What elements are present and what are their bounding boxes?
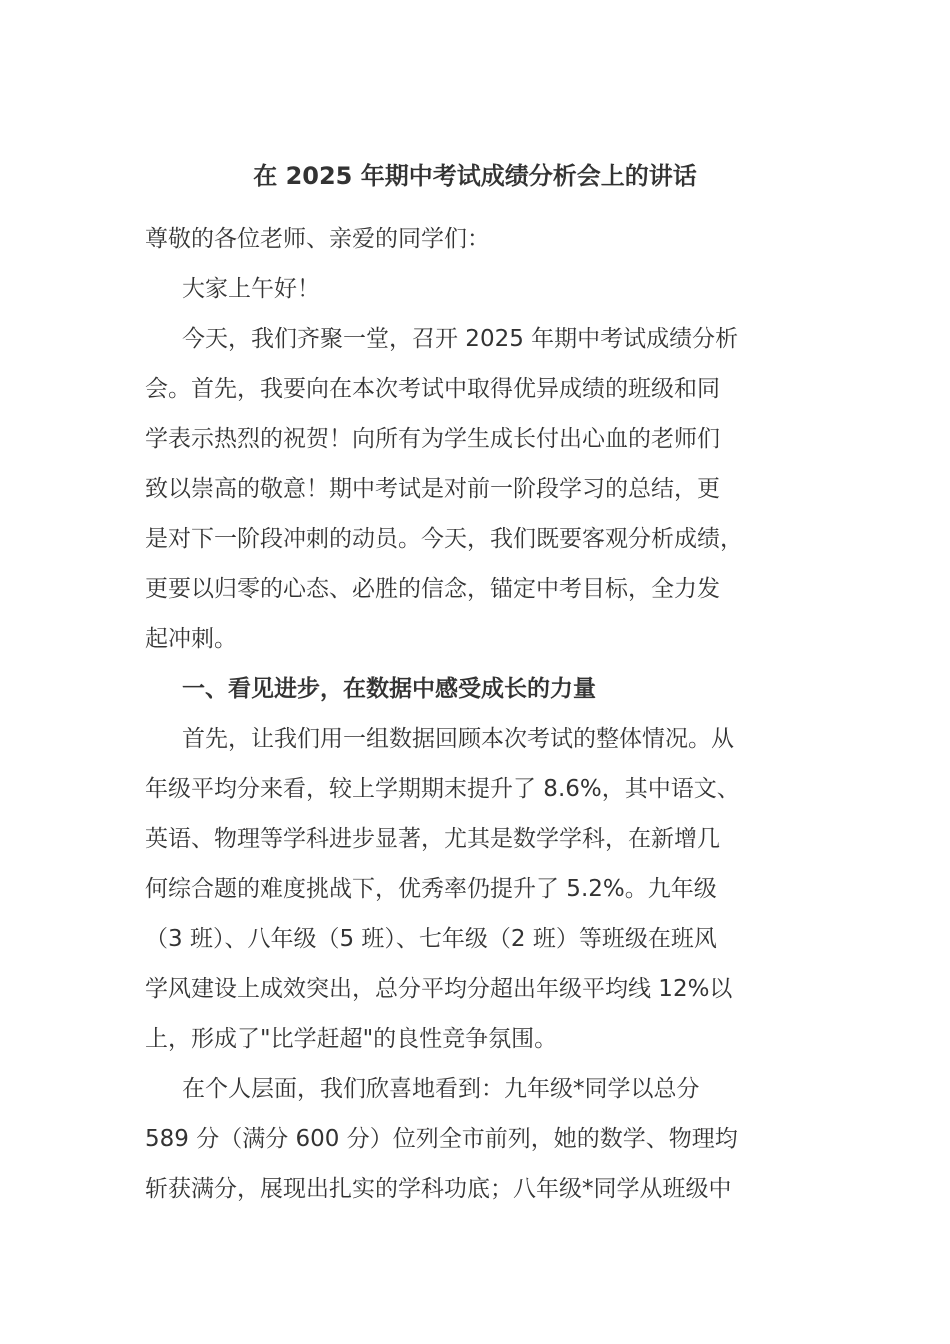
paragraph-line: 在个人层面，我们欣喜地看到：九年级*同学以总分 xyxy=(182,1076,700,1102)
paragraph-line: 英语、物理等学科进步显著，尤其是数学学科，在新增几 xyxy=(145,826,720,852)
document-title: 在 2025 年期中考试成绩分析会上的讲话 xyxy=(253,162,697,190)
paragraph-line: 更要以归零的心态、必胜的信念，锚定中考目标，全力发 xyxy=(145,576,720,602)
paragraph-line: 学表示热烈的祝贺！向所有为学生成长付出心血的老师们 xyxy=(145,426,720,452)
paragraph-line: 起冲刺。 xyxy=(145,626,237,652)
paragraph-line: 是对下一阶段冲刺的动员。今天，我们既要客观分析成绩， xyxy=(145,526,743,552)
paragraph-line: 何综合题的难度挑战下，优秀率仍提升了 5.2%。九年级 xyxy=(145,876,717,902)
paragraph-line: 年级平均分来看，较上学期期末提升了 8.6%，其中语文、 xyxy=(145,776,740,802)
paragraph-line: 会。首先，我要向在本次考试中取得优异成绩的班级和同 xyxy=(145,376,720,402)
paragraph-line: （3 班）、八年级（5 班）、七年级（2 班）等班级在班风 xyxy=(145,926,717,952)
paragraph-line: 尊敬的各位老师、亲爱的同学们： xyxy=(145,226,490,252)
paragraph-line: 首先，让我们用一组数据回顾本次考试的整体情况。从 xyxy=(182,726,734,752)
document-body xyxy=(145,214,805,1214)
paragraph-line: 大家上午好！ xyxy=(182,276,320,302)
section-heading: 一、看见进步，在数据中感受成长的力量 xyxy=(182,676,596,702)
paragraph-line: 589 分（满分 600 分）位列全市前列，她的数学、物理均 xyxy=(145,1126,738,1152)
paragraph-line: 学风建设上成效突出，总分平均分超出年级平均线 12%以 xyxy=(145,976,733,1002)
paragraph-line: 今天，我们齐聚一堂，召开 2025 年期中考试成绩分析 xyxy=(182,326,739,352)
paragraph-line: 斩获满分，展现出扎实的学科功底；八年级*同学从班级中 xyxy=(145,1176,732,1202)
paragraph-line: 上，形成了"比学赶超"的良性竞争氛围。 xyxy=(145,1026,558,1052)
paragraph-line: 致以崇高的敬意！期中考试是对前一阶段学习的总结，更 xyxy=(145,476,720,502)
